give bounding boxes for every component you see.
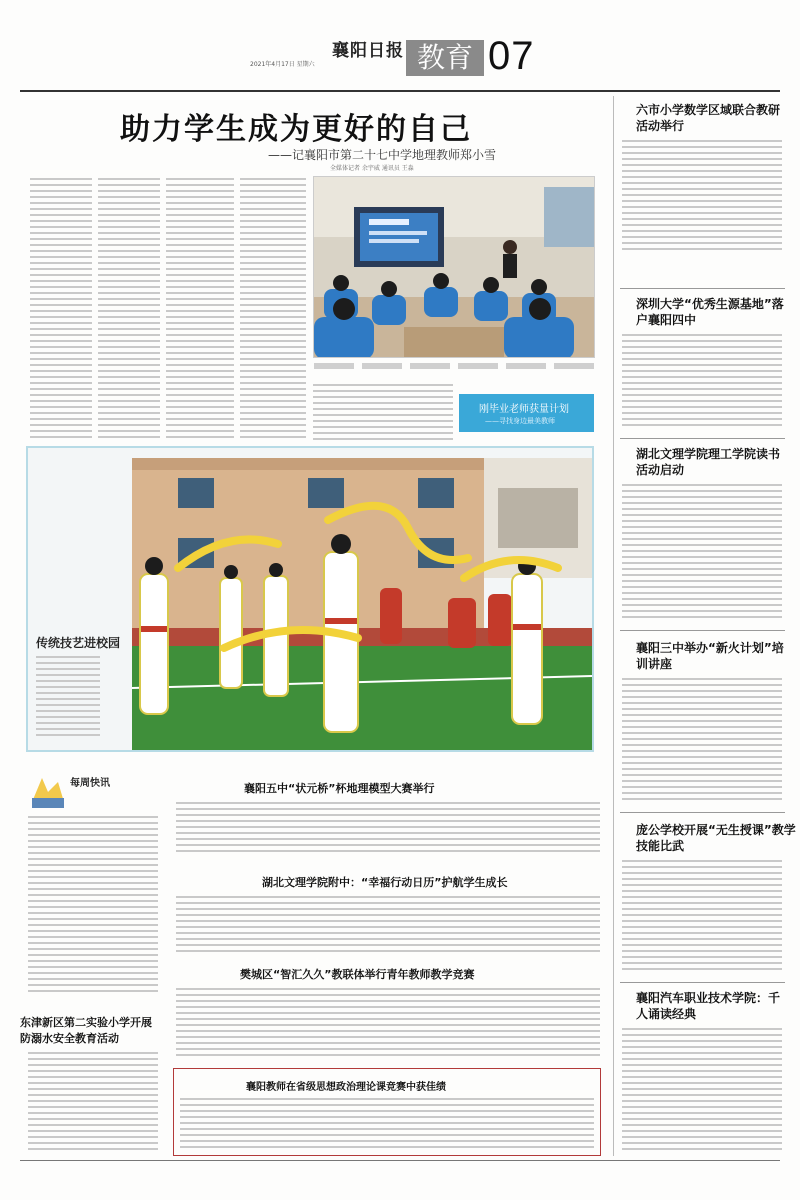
right-body-3 [622,484,782,622]
briefs-title: 每周快讯 [70,778,110,789]
issue-date: 2021年4月17日 星期六 [250,61,315,68]
paper-name: 襄阳日报 [332,41,404,61]
city-icon [28,772,68,812]
right-headline-1: 六市小学数学区域联合教研活动举行 [636,103,781,133]
right-headline-5: 庞公学校开展“无生授课”教学技能比武 [636,823,796,853]
briefs-body [28,816,158,996]
right-headline-4: 襄阳三中举办“新火计划”培训讲座 [636,641,784,671]
feature-photo [26,446,594,752]
lead-headline: 助力学生成为更好的自己 [120,112,472,147]
masthead [250,34,570,86]
lead-body-col3 [166,178,234,440]
article-2-body [176,896,600,952]
article-1-headline: 襄阳五中“状元桥”杯地理模型大赛举行 [244,782,435,795]
section-label: 教育 [406,40,484,76]
article-1-body [176,802,600,856]
right-rule-2 [620,438,785,439]
article-3-headline: 樊城区“智汇久久”教联体举行青年教师教学竞赛 [240,968,475,981]
dance-performance-illustration [28,448,594,752]
feature-title: 传统技艺进校园 [36,636,121,650]
promo-line-1: 刚毕业老师获量计划 [479,404,569,415]
right-headline-3: 湖北文理学院理工学院读书活动启动 [636,447,781,477]
briefs-illustration [28,772,68,812]
right-rule-1 [620,288,785,289]
lead-body-col5 [313,384,453,440]
article-2-headline: 湖北文理学院附中：“幸福行动日历”护航学生成长 [262,876,508,889]
promo-banner[interactable] [459,394,594,432]
promo-line-2: ——寻找身边最美教师 [485,417,555,425]
classroom-photo [313,176,595,358]
right-body-2 [622,334,782,430]
right-headline-6: 襄阳汽车职业技术学院：千人诵读经典 [636,991,781,1021]
left-column-body [28,1052,158,1152]
article-4-headline: 襄阳教师在省级思想政治理论课竞赛中获佳绩 [246,1082,446,1093]
right-body-5 [622,860,782,974]
lead-body-col4 [240,178,306,440]
lead-body-col2 [98,178,160,440]
photo-caption [314,363,594,369]
top-rule [20,90,780,92]
bottom-rule [20,1160,780,1161]
classroom-illustration [314,177,595,358]
left-column-headline-text: 东津新区第二实验小学开展防溺水安全教育活动 [20,1016,152,1045]
lead-byline: 全媒体记者 余宇威 通讯员 王淼 [330,165,414,172]
column-divider [613,96,614,1156]
page-number: 07 [488,34,535,78]
lead-subhead: ——记襄阳市第二十七中学地理教师郑小雪 [268,148,497,162]
right-body-4 [622,678,782,804]
right-body-1 [622,140,782,250]
right-rule-5 [620,982,785,983]
right-rule-4 [620,812,785,813]
right-body-6 [622,1028,782,1152]
right-rule-3 [620,630,785,631]
right-headline-2: 深圳大学“优秀生源基地”落户襄阳四中 [636,297,784,327]
lead-body-col1 [30,178,92,440]
left-column-headline [20,1015,155,1047]
feature-body [36,656,100,738]
article-3-body [176,988,600,1060]
article-4-body [180,1098,594,1150]
